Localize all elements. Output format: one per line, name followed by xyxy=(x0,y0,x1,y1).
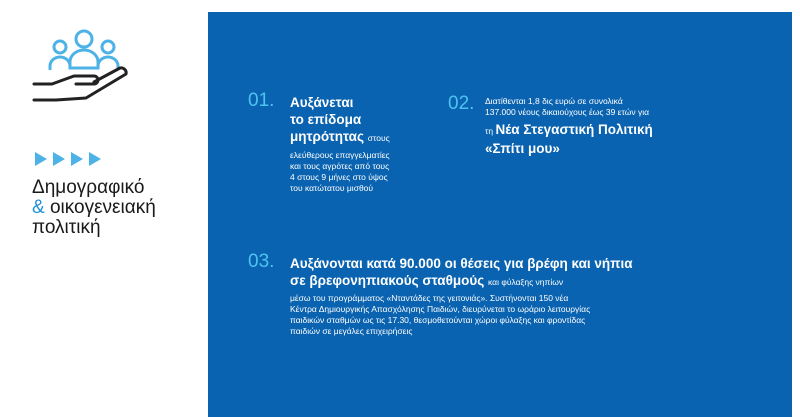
item-03-body-line: Κέντρα Δημιουργικής Απασχόλησης Παιδιών, διευρύνεται το ωράριο λειτουργίας xyxy=(290,304,591,314)
item-02-heading-emph: Νέα Στεγαστική Πολιτική xyxy=(495,122,653,137)
item-02-heading-line: «Σπίτι μου» xyxy=(485,141,560,156)
section-title xyxy=(32,178,156,238)
item-02-body xyxy=(485,96,649,118)
item-03-heading xyxy=(290,255,633,291)
item-01-heading-line xyxy=(290,128,390,147)
title-line-3: πολιτική xyxy=(32,217,101,238)
content-panel xyxy=(208,12,792,417)
item-02-heading-line xyxy=(485,121,653,140)
arrow-decoration xyxy=(35,152,101,166)
item-01-heading-emph: μητρότητας xyxy=(290,129,364,144)
item-03-heading-line xyxy=(290,272,633,291)
item-number-02: 02. xyxy=(448,93,475,114)
sidebar xyxy=(0,0,208,417)
item-03-heading-tail: και φύλαξης νηπίων xyxy=(488,277,564,287)
item-01-body-line: ελεύθερους επαγγελματίες xyxy=(290,150,390,160)
item-02-line-prefix: τη xyxy=(485,126,496,136)
item-01-body-line: και τους αγρότες από τους xyxy=(290,161,390,171)
item-01-heading xyxy=(290,94,390,147)
item-01-heading-line: Αυξάνεται xyxy=(290,95,354,110)
arrow-right-icon xyxy=(35,152,47,166)
item-02-heading xyxy=(485,121,653,157)
arrow-right-icon xyxy=(71,152,83,166)
item-01-heading-line: το επίδομα xyxy=(290,112,362,127)
item-03-body xyxy=(290,293,590,337)
item-number-01: 01. xyxy=(248,90,275,111)
item-01-heading-tail: στους xyxy=(367,133,390,143)
item-03-body-line: μέσω του προγράμματος «Νταντάδες της γειτονιάς». Συστήνονται 150 νέα xyxy=(290,293,569,303)
item-03-body-line: παιδικών σταθμών ως τις 17.30, θεσμοθετούνται χώροι φύλαξης και φροντίδας xyxy=(290,315,586,325)
item-02-body-line: Διατίθενται 1,8 δις ευρώ σε συνολικά xyxy=(485,96,623,106)
item-01-body-line: 4 στους 9 μήνες στο ύψος xyxy=(290,172,388,182)
item-01-body-line: του κατώτατου μισθού xyxy=(290,183,374,193)
item-03-heading-line: Αυξάνονται κατά 90.000 οι θέσεις για βρέφη και νήπια xyxy=(290,256,633,271)
arrow-right-icon xyxy=(89,152,101,166)
item-03-body-line: παιδιών σε μεγάλες επιχειρήσεις xyxy=(290,326,413,336)
item-number-03: 03. xyxy=(248,251,275,272)
family-in-hand-icon xyxy=(30,28,138,104)
arrow-right-icon xyxy=(53,152,65,166)
item-01-body xyxy=(290,150,390,194)
title-line-2-text: οικογενειακή xyxy=(44,197,156,218)
title-line-1: Δημογραφικό xyxy=(32,177,145,198)
item-03-heading-emph: σε βρεφονηπιακούς σταθμούς xyxy=(290,273,485,288)
item-02-body-line: 137.000 νέους δικαιούχους έως 39 ετών για xyxy=(485,107,649,117)
title-line-2 xyxy=(32,198,156,218)
title-amp: & xyxy=(32,197,45,218)
